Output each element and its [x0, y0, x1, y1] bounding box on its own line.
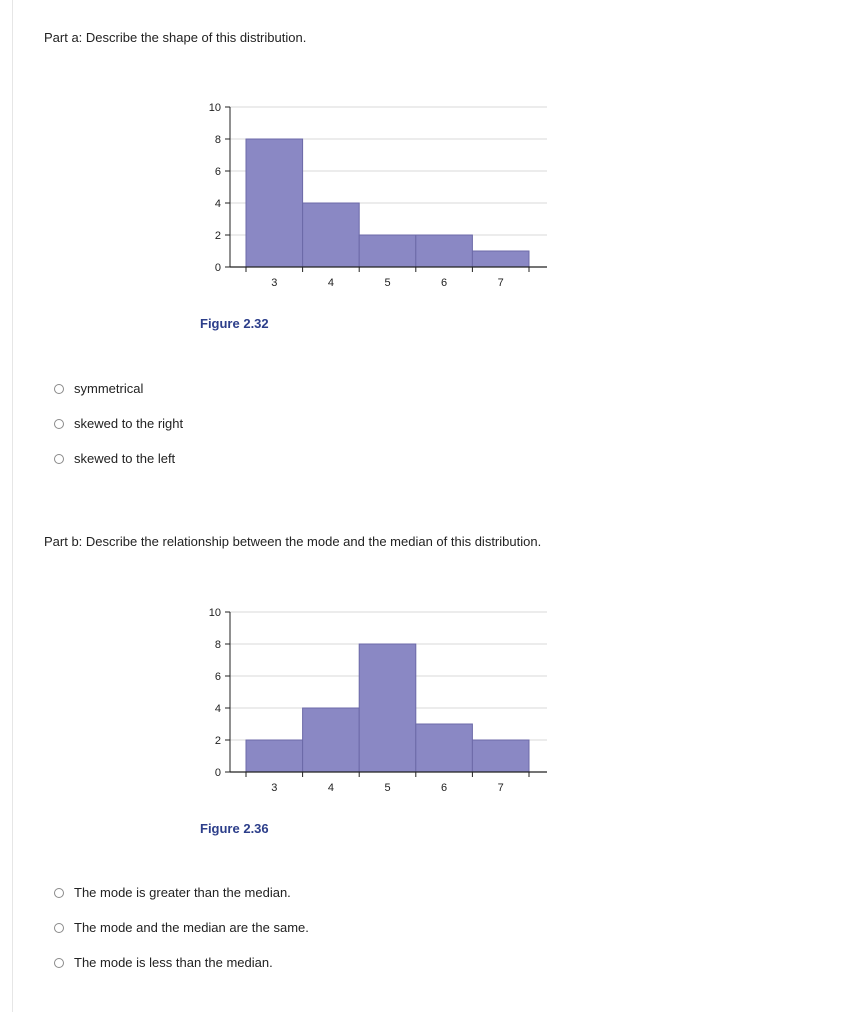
x-tick-label: 4: [327, 277, 334, 289]
radio-circle-icon[interactable]: [54, 923, 64, 933]
y-tick-label: 8: [214, 639, 221, 651]
y-tick-label: 8: [214, 134, 221, 146]
bar-5: [359, 235, 416, 267]
bar-3: [246, 740, 303, 772]
histogram-figure-2-32: [180, 95, 560, 295]
bar-4: [303, 203, 360, 267]
bar-6: [416, 724, 473, 772]
x-tick-label: 4: [327, 782, 334, 794]
part-b-question: Part b: Describe the relationship between the mode and the median of this distribution.: [44, 534, 542, 549]
option-label: The mode is less than the median.: [74, 955, 273, 970]
option-skewed-left[interactable]: [54, 441, 183, 476]
bar-7: [472, 251, 529, 267]
x-tick-label: 6: [441, 277, 448, 289]
radio-circle-icon[interactable]: [54, 958, 64, 968]
x-tick-label: 3: [271, 277, 278, 289]
y-tick-label: 0: [214, 262, 221, 274]
part-b-options: [54, 875, 309, 980]
y-tick-label: 4: [214, 198, 221, 210]
figure-caption-a: Figure 2.32: [200, 316, 269, 331]
x-tick-label: 5: [384, 277, 391, 289]
part-a-question: Part a: Describe the shape of this distribution.: [44, 30, 307, 45]
radio-circle-icon[interactable]: [54, 454, 64, 464]
x-tick-label: 5: [384, 782, 391, 794]
x-tick-label: 6: [441, 782, 448, 794]
option-label: skewed to the left: [74, 451, 176, 466]
radio-circle-icon[interactable]: [54, 888, 64, 898]
x-tick-label: 7: [497, 782, 504, 794]
y-tick-label: 10: [208, 102, 221, 114]
y-tick-label: 6: [214, 166, 221, 178]
bar-4: [303, 708, 360, 772]
y-tick-label: 4: [214, 703, 221, 715]
histogram-figure-2-36: [180, 600, 560, 800]
x-tick-label: 7: [497, 277, 504, 289]
y-tick-label: 6: [214, 671, 221, 683]
y-tick-label: 2: [214, 735, 221, 747]
option-label: skewed to the right: [74, 416, 184, 431]
y-tick-label: 2: [214, 230, 221, 242]
option-label: The mode is greater than the median.: [74, 885, 291, 900]
bar-6: [416, 235, 473, 267]
radio-circle-icon[interactable]: [54, 384, 64, 394]
radio-circle-icon[interactable]: [54, 419, 64, 429]
y-tick-label: 0: [214, 767, 221, 779]
bar-5: [359, 644, 416, 772]
option-label: The mode and the median are the same.: [74, 920, 309, 935]
figure-caption-b: Figure 2.36: [200, 821, 269, 836]
x-tick-label: 3: [271, 782, 278, 794]
y-tick-label: 10: [208, 607, 221, 619]
option-symmetrical[interactable]: [54, 371, 183, 406]
option-mode-same[interactable]: [54, 910, 309, 945]
part-a-options: [54, 371, 183, 476]
option-mode-greater[interactable]: [54, 875, 309, 910]
bar-3: [246, 139, 303, 267]
option-label: symmetrical: [74, 381, 144, 396]
option-skewed-right[interactable]: [54, 406, 183, 441]
option-mode-less[interactable]: [54, 945, 309, 980]
page-border: [12, 0, 13, 1012]
bar-7: [472, 740, 529, 772]
